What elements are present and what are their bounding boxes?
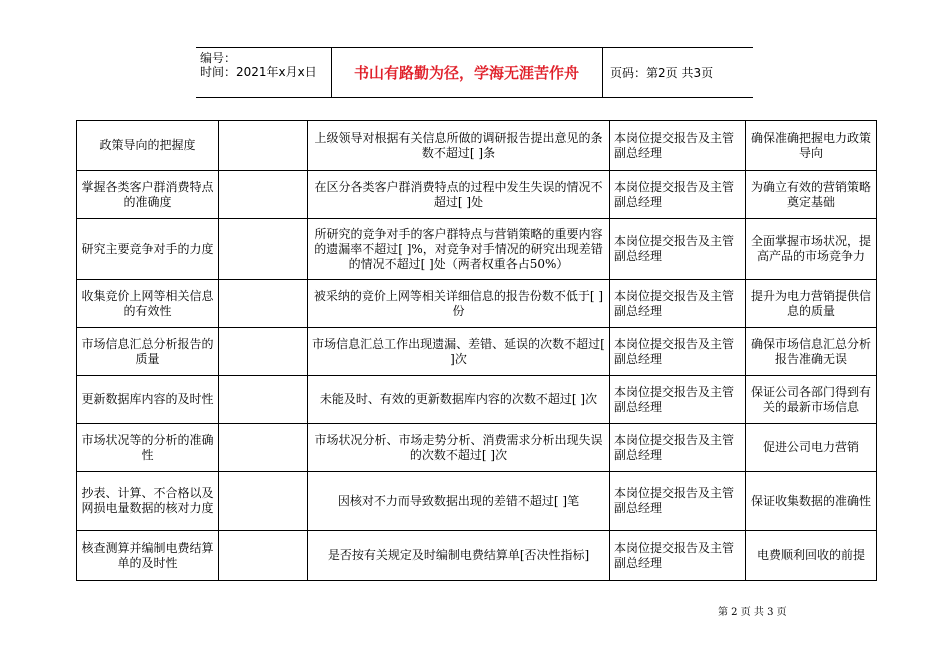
standard-cell: 是否按有关规定及时编制电费结算单[否决性指标] [308,531,610,581]
indicator-name-cell: 市场信息汇总分析报告的质量 [77,328,219,376]
blank-cell [219,171,308,219]
data-source-cell: 本岗位提交报告及主管副总经理 [610,424,746,472]
indicator-name-cell: 更新数据库内容的及时性 [77,376,219,424]
indicator-name-cell: 掌握各类客户群消费特点的准确度 [77,171,219,219]
data-source-cell: 本岗位提交报告及主管副总经理 [610,171,746,219]
data-source-cell: 本岗位提交报告及主管副总经理 [610,531,746,581]
standard-cell: 市场状况分析、市场走势分析、消费需求分析出现失误的次数不超过[ ]次 [308,424,610,472]
blank-cell [219,280,308,328]
header-page-number: 页码：第2页 共3页 [610,66,714,80]
header-divider [602,48,603,97]
purpose-cell: 促进公司电力营销 [746,424,877,472]
data-source-cell: 本岗位提交报告及主管副总经理 [610,121,746,171]
blank-cell [219,328,308,376]
blank-cell [219,531,308,581]
page-header [196,47,753,98]
standard-cell: 上级领导对根据有关信息所做的调研报告提出意见的条数不超过[ ]条 [308,121,610,171]
standard-cell: 所研究的竞争对手的客户群特点与营销策略的重要内容的遗漏率不超过[ ]%，对竞争对手情况的研究出现差错的情况不超过[ ]处（两者权重各占50%） [308,219,610,280]
data-source-cell: 本岗位提交报告及主管副总经理 [610,472,746,531]
blank-cell [219,219,308,280]
standard-cell: 市场信息汇总工作出现遗漏、差错、延误的次数不超过[ ]次 [308,328,610,376]
purpose-cell: 为确立有效的营销策略奠定基础 [746,171,877,219]
standard-cell: 在区分各类客户群消费特点的过程中发生失误的情况不超过[ ]处 [308,171,610,219]
indicator-name-cell: 收集竞价上网等相关信息的有效性 [77,280,219,328]
purpose-cell: 保证收集数据的准确性 [746,472,877,531]
indicator-name-cell: 核查测算并编制电费结算单的及时性 [77,531,219,581]
document-time: 时间：2021年x月x日 [200,65,317,79]
indicator-name-cell: 市场状况等的分析的准确性 [77,424,219,472]
blank-cell [219,121,308,171]
standard-cell: 因核对不力而导致数据出现的差错不超过[ ]笔 [308,472,610,531]
document-number: 编号： [200,51,237,65]
purpose-cell: 确保市场信息汇总分析报告准确无误 [746,328,877,376]
purpose-cell: 电费顺利回收的前提 [746,531,877,581]
indicator-name-cell: 抄表、计算、不合格以及网损电量数据的核对力度 [77,472,219,531]
kpi-table-body [77,121,877,581]
table-row [77,121,877,171]
data-source-cell: 本岗位提交报告及主管副总经理 [610,280,746,328]
blank-cell [219,376,308,424]
indicator-name-cell: 研究主要竞争对手的力度 [77,219,219,280]
data-source-cell: 本岗位提交报告及主管副总经理 [610,219,746,280]
purpose-cell: 全面掌握市场状况，提高产品的市场竞争力 [746,219,877,280]
table-row [77,424,877,472]
standard-cell: 被采纳的竞价上网等相关详细信息的报告份数不低于[ ]份 [308,280,610,328]
data-source-cell: 本岗位提交报告及主管副总经理 [610,328,746,376]
table-row [77,531,877,581]
kpi-table [76,120,877,581]
table-row [77,280,877,328]
table-row [77,472,877,531]
header-meta [200,51,317,79]
header-motto: 书山有路勤为径，学海无涯苦作舟 [353,64,579,82]
table-row [77,376,877,424]
standard-cell: 未能及时、有效的更新数据库内容的次数不超过[ ]次 [308,376,610,424]
data-source-cell: 本岗位提交报告及主管副总经理 [610,376,746,424]
blank-cell [219,472,308,531]
page-footer: 第 2 页 共 3 页 [718,607,787,618]
table-row [77,219,877,280]
purpose-cell: 确保准确把握电力政策导向 [746,121,877,171]
blank-cell [219,424,308,472]
table-row [77,328,877,376]
indicator-name-cell: 政策导向的把握度 [77,121,219,171]
purpose-cell: 保证公司各部门得到有关的最新市场信息 [746,376,877,424]
table-row [77,171,877,219]
purpose-cell: 提升为电力营销提供信息的质量 [746,280,877,328]
